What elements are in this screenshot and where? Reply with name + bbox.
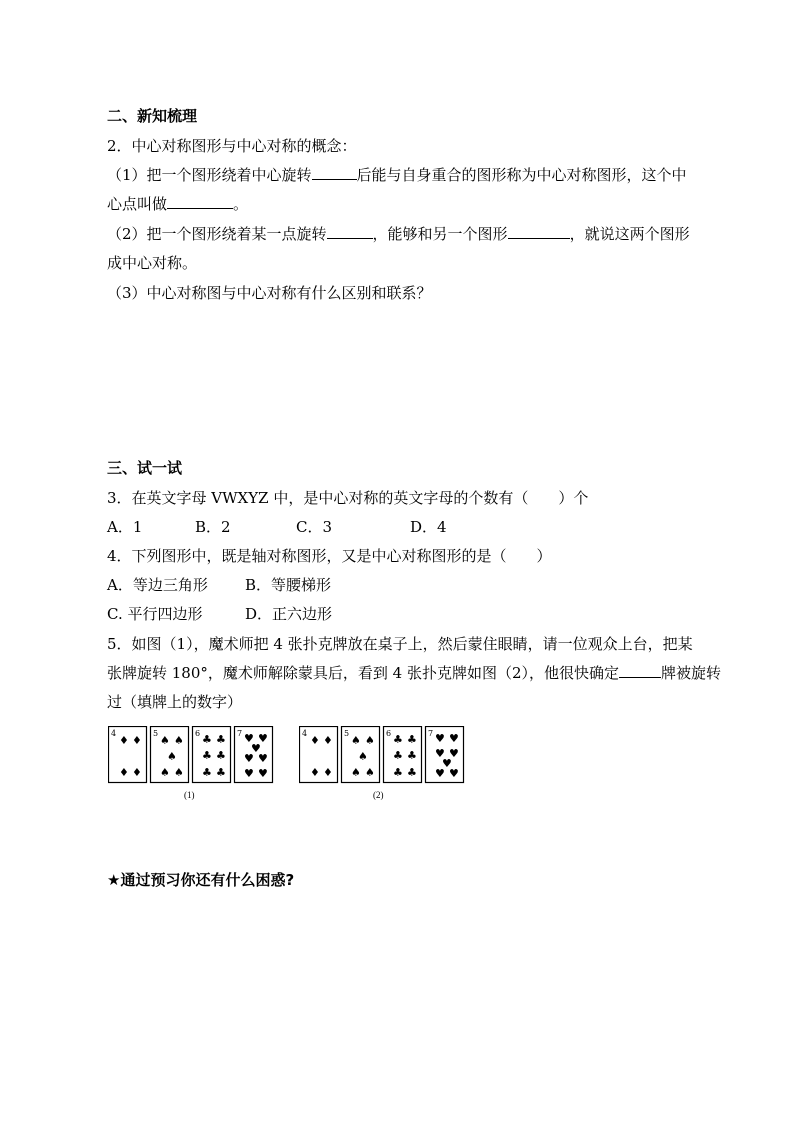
card-rank: 4 <box>302 729 308 738</box>
question-2: 2．中心对称图形与中心对称的概念： <box>107 137 357 155</box>
preview-question: ★通过预习你还有什么困惑? <box>107 871 295 889</box>
blank-center-name[interactable] <box>167 194 233 209</box>
svg-text:♥: ♥ <box>251 742 261 755</box>
card-rank: 5 <box>153 729 159 738</box>
svg-text:♣: ♣ <box>216 766 226 779</box>
blank-card-number[interactable] <box>619 663 661 678</box>
section-heading-3: 三、试一试 <box>107 459 183 477</box>
svg-text:♦: ♦ <box>119 734 129 747</box>
svg-text:♥: ♥ <box>449 767 459 780</box>
q3-option-a[interactable]: A．1 <box>107 518 143 536</box>
svg-text:♠: ♠ <box>167 750 177 763</box>
svg-text:♥: ♥ <box>244 767 254 780</box>
svg-text:♥: ♥ <box>435 747 445 760</box>
svg-text:♣: ♣ <box>393 766 403 779</box>
svg-text:♥: ♥ <box>435 767 445 780</box>
svg-text:♣: ♣ <box>216 733 226 746</box>
q4-option-a[interactable]: A．等边三角形 <box>107 576 208 594</box>
card-6-clubs <box>384 727 422 783</box>
svg-text:♠: ♠ <box>160 766 170 779</box>
svg-text:♣: ♣ <box>393 733 403 746</box>
svg-text:♥: ♥ <box>244 732 254 745</box>
svg-text:♥: ♥ <box>258 767 268 780</box>
question-2-2-cont: 成中心对称。 <box>107 254 198 272</box>
blank-rotation-angle[interactable] <box>312 165 357 180</box>
card-rank: 5 <box>344 729 350 738</box>
card-6-clubs <box>193 727 231 783</box>
svg-text:♦: ♦ <box>119 766 129 779</box>
card-figure-2 <box>299 726 467 784</box>
svg-text:♦: ♦ <box>323 766 333 779</box>
svg-text:♦: ♦ <box>310 766 320 779</box>
question-5-cont-2: 过（填牌上的数字） <box>107 693 243 711</box>
q4-option-c[interactable]: C. 平行四边形 <box>107 605 203 623</box>
card-4-diamonds <box>109 727 147 783</box>
question-2-3: （3）中心对称图与中心对称有什么区别和联系？ <box>107 284 432 302</box>
svg-text:♠: ♠ <box>174 734 184 747</box>
card-4-diamonds <box>300 727 338 783</box>
svg-text:♥: ♥ <box>244 752 254 765</box>
q4-option-d[interactable]: D．正六边形 <box>245 605 333 623</box>
card-figure-1 <box>108 726 276 784</box>
svg-text:♠: ♠ <box>358 750 368 763</box>
question-5-cont: 张牌旋转 180°，魔术师解除蒙具后，看到 4 张扑克牌如图（2），他很快确定 牌被旋转 <box>107 664 722 682</box>
svg-text:♥: ♥ <box>449 732 459 745</box>
svg-text:♥: ♥ <box>449 747 459 760</box>
svg-text:♦: ♦ <box>310 734 320 747</box>
blank-coincide[interactable] <box>508 224 570 239</box>
svg-text:♣: ♣ <box>407 766 417 779</box>
svg-text:♠: ♠ <box>365 766 375 779</box>
figure-1-caption: (1) <box>184 790 195 800</box>
card-7-hearts <box>235 727 273 783</box>
question-2-1: （1）把一个图形绕着中心旋转 后能与自身重合的图形称为中心对称图形，这个中 <box>107 166 687 184</box>
svg-text:♠: ♠ <box>365 734 375 747</box>
svg-text:♠: ♠ <box>351 734 361 747</box>
question-4: 4．下列图形中，既是轴对称图形，又是中心对称图形的是（ ） <box>107 547 552 565</box>
svg-text:♥: ♥ <box>258 732 268 745</box>
svg-text:♣: ♣ <box>216 749 226 762</box>
card-rank: 7 <box>237 729 243 738</box>
blank-rotation-angle-2[interactable] <box>327 224 373 239</box>
svg-text:♣: ♣ <box>202 733 212 746</box>
figure-2-caption: (2) <box>373 790 384 800</box>
question-2-1-cont: 心点叫做 。 <box>107 195 249 213</box>
card-rank: 7 <box>428 729 434 738</box>
card-5-spades <box>342 727 380 783</box>
card-7-hearts-rotated <box>426 727 464 783</box>
q4-option-b[interactable]: B．等腰梯形 <box>245 576 332 594</box>
svg-text:♠: ♠ <box>160 734 170 747</box>
svg-text:♦: ♦ <box>323 734 333 747</box>
card-rank: 6 <box>386 729 392 738</box>
svg-text:♥: ♥ <box>435 732 445 745</box>
svg-text:♣: ♣ <box>407 733 417 746</box>
svg-text:♣: ♣ <box>202 749 212 762</box>
question-3: 3．在英文字母 VWXYZ 中，是中心对称的英文字母的个数有（ ）个 <box>107 489 589 507</box>
svg-text:♥: ♥ <box>258 752 268 765</box>
q3-option-b[interactable]: B．2 <box>195 518 231 536</box>
svg-text:♣: ♣ <box>407 749 417 762</box>
svg-text:♥: ♥ <box>442 757 452 770</box>
svg-text:♦: ♦ <box>132 734 142 747</box>
section-heading-2: 二、新知梳理 <box>107 107 198 125</box>
svg-text:♠: ♠ <box>351 766 361 779</box>
svg-text:♦: ♦ <box>132 766 142 779</box>
svg-text:♣: ♣ <box>202 766 212 779</box>
card-5-spades <box>151 727 189 783</box>
svg-text:♠: ♠ <box>174 766 184 779</box>
svg-text:♣: ♣ <box>393 749 403 762</box>
card-rank: 4 <box>111 729 117 738</box>
q3-option-c[interactable]: C．3 <box>296 518 333 536</box>
q3-option-d[interactable]: D．4 <box>410 518 447 536</box>
question-5: 5．如图（1），魔术师把 4 张扑克牌放在桌子上，然后蒙住眼睛，请一位观众上台，把某 <box>107 635 693 653</box>
card-rank: 6 <box>195 729 201 738</box>
question-2-2: （2）把一个图形绕着某一点旋转 ，能够和另一个图形 ，就说这两个图形 <box>107 225 690 243</box>
